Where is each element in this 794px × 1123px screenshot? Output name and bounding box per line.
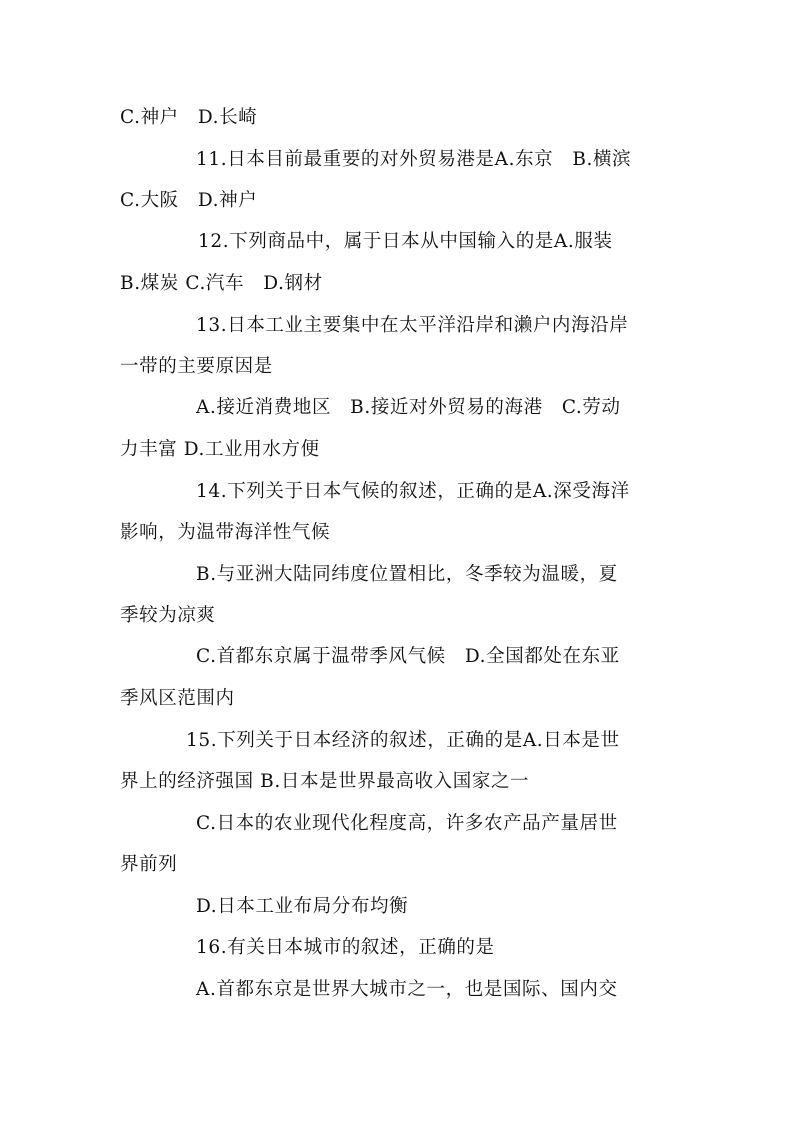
question-15-line-2: 界上的经济强国 B.日本是世界最高收入国家之一 — [120, 771, 530, 792]
question-11-line-1: 11.日本目前最重要的对外贸易港是A.东京 B.横滨 — [196, 149, 632, 170]
question-13-options-line-1: A.接近消费地区 B.接近对外贸易的海港 C.劳动 — [196, 397, 621, 418]
question-13-line-2: 一带的主要原因是 — [120, 356, 273, 377]
question-15-option-c-line-2: 界前列 — [120, 854, 178, 875]
question-12-line-1: 12.下列商品中，属于日本从中国输入的是A.服装 — [198, 231, 613, 252]
question-16-option-a-line-1: A.首都东京是世界大城市之一，也是国际、国内交 — [196, 979, 618, 1000]
question-16-line-1: 16.有关日本城市的叙述，正确的是 — [196, 937, 495, 958]
question-15-line-1: 15.下列关于日本经济的叙述，正确的是A.日本是世 — [186, 730, 620, 751]
question-13-line-1: 13.日本工业主要集中在太平洋沿岸和濑户内海沿岸 — [196, 315, 629, 336]
text-line-1: C.神户 D.长崎 — [120, 107, 258, 128]
question-11-line-2: C.大阪 D.神户 — [120, 190, 258, 211]
question-15-option-c-line-1: C.日本的农业现代化程度高，许多农产品产量居世 — [196, 813, 618, 834]
question-13-options-line-2: 力丰富 D.工业用水方便 — [120, 439, 320, 460]
question-14-line-1: 14.下列关于日本气候的叙述，正确的是A.深受海洋 — [196, 481, 630, 502]
question-15-option-d: D.日本工业布局分布均衡 — [196, 896, 409, 917]
question-14-line-2: 影响，为温带海洋性气候 — [120, 522, 331, 543]
question-14-options-cd-line-1: C.首都东京属于温带季风气候 D.全国都处在东亚 — [196, 646, 620, 667]
question-14-options-cd-line-2: 季风区范围内 — [120, 688, 235, 709]
question-14-option-b-line-1: B.与亚洲大陆同纬度位置相比，冬季较为温暖，夏 — [196, 564, 618, 585]
question-12-line-2: B.煤炭 C.汽车 D.钢材 — [120, 273, 323, 294]
question-14-option-b-line-2: 季较为凉爽 — [120, 605, 216, 626]
